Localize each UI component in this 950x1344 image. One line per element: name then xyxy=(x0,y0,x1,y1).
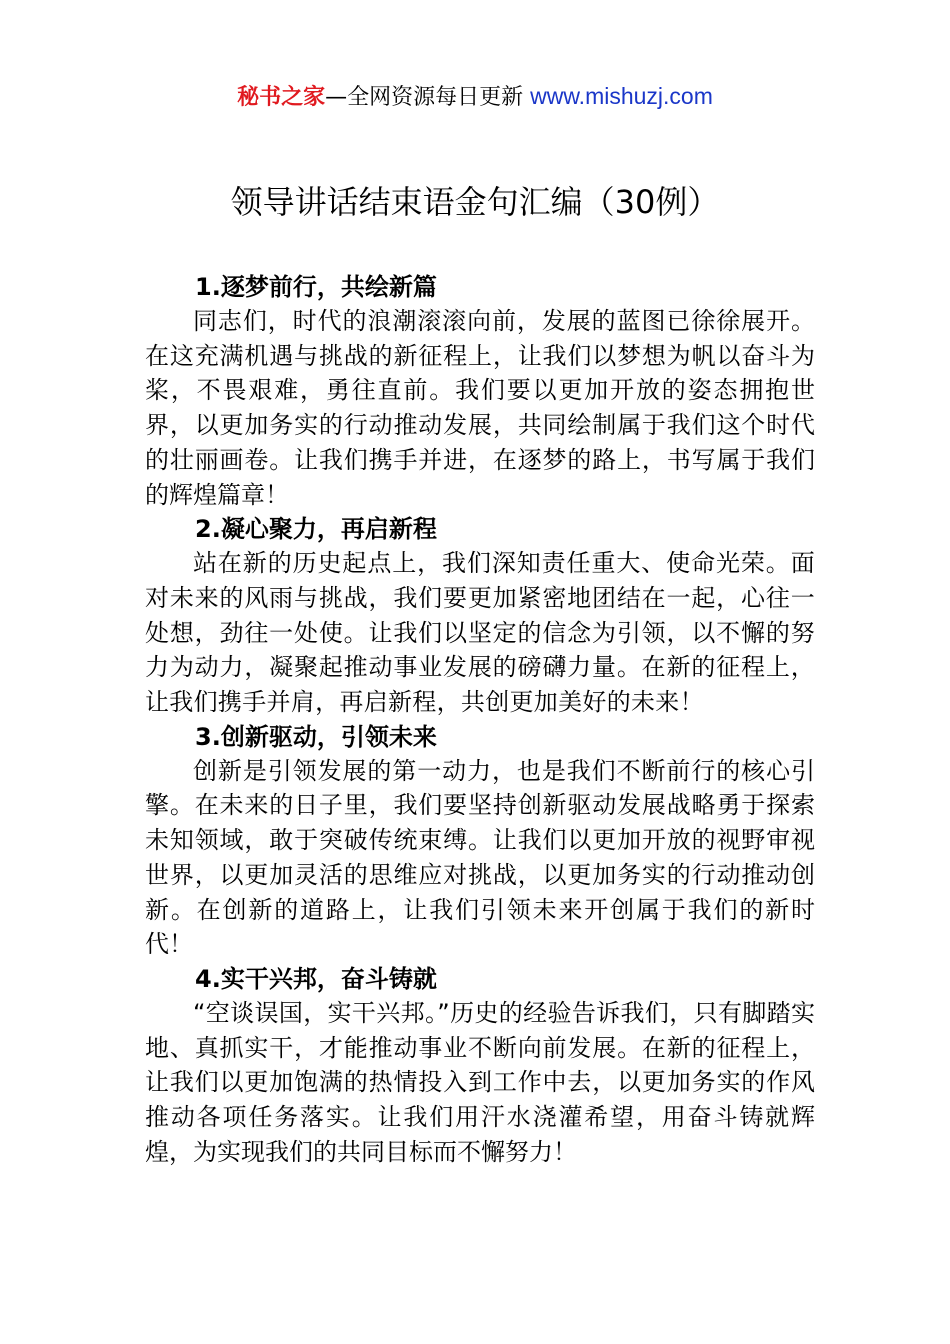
document-title: 领导讲话结束语金句汇编（30例） xyxy=(230,183,720,221)
section-paragraph: 站在新的历史起点上，我们深知责任重大、使命光荣。面对未来的风雨与挑战，我们要更加紧密地团结在一起，心往一处想，劲往一处使。让我们以坚定的信念为引领，以不懈的努力为动力，凝聚起推动事业发展的磅礴力量。在新的征程上，让我们携手并肩，再启新程，共创更加美好的未来！ xyxy=(145,549,815,717)
section-paragraph: 创新是引领发展的第一动力，也是我们不断前行的核心引擎。在未来的日子里，我们要坚持创新驱动发展战略勇于探索未知领域，敢于突破传统束缚。让我们以更加开放的视野审视世界，以更加灵活的思维应对挑战，以更加务实的行动推动创新。在创新的道路上，让我们引领未来开创属于我们的新时代！ xyxy=(145,756,815,959)
site-tagline: —全网资源每日更新 xyxy=(325,85,531,110)
section-paragraph: 同志们，时代的浪潮滚滚向前，发展的蓝图已徐徐展开。在这充满机遇与挑战的新征程上，让我们以梦想为帆以奋斗为桨，不畏艰难，勇往直前。我们要以更加开放的姿态拥抱世界，以更加务实的行动推动发展，共同绘制属于我们这个时代的壮丽画卷。让我们携手并进，在逐梦的路上，书写属于我们的辉煌篇章！ xyxy=(145,307,815,509)
site-brand: 秘书之家 xyxy=(237,85,326,110)
section-heading: 4.实干兴邦，奋斗铸就 xyxy=(195,964,437,993)
section-paragraph: “空谈误国，实干兴邦。”历史的经验告诉我们，只有脚踏实地、真抓实干，才能推动事业不断向前发展。在新的征程上，让我们以更加饱满的热情投入到工作中去，以更加务实的作风推动各项任务落实。让我们用汗水浇灌希望，用奋斗铸就辉煌，为实现我们的共同目标而不懈努力！ xyxy=(145,998,815,1166)
section xyxy=(145,720,815,962)
section-heading: 2.凝心聚力，再启新程 xyxy=(195,515,437,544)
document-body xyxy=(145,270,815,1169)
section-heading: 1.逐梦前行，共绘新篇 xyxy=(195,273,437,301)
section-heading: 3.创新驱动，引领未来 xyxy=(195,722,437,751)
section xyxy=(145,512,815,720)
section xyxy=(145,962,815,1170)
section xyxy=(145,270,815,512)
site-header xyxy=(0,80,950,114)
site-url-link[interactable]: www.mishuzj.com xyxy=(530,83,713,109)
